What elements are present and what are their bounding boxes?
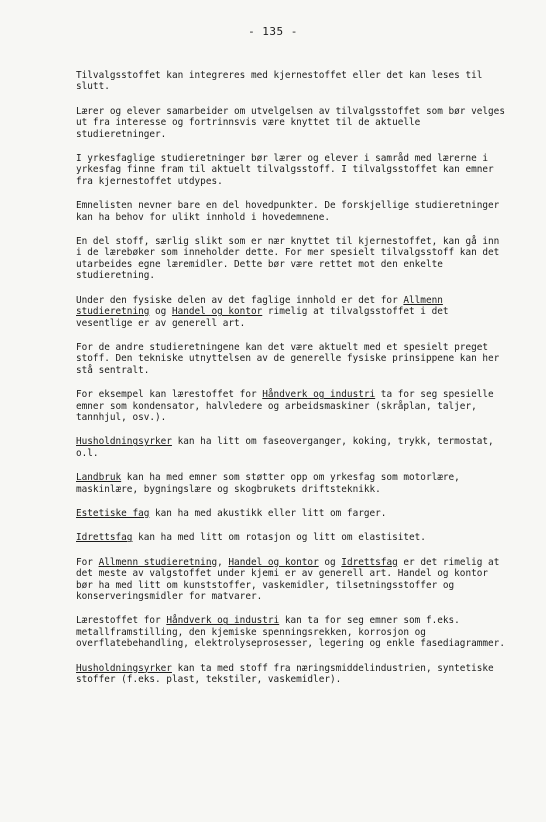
- paragraph-text: Lærer og elever samarbeider om utvelgelsen av tilvalgsstoffet som bør velges ut fra interesse og fortrinnsvis være knyttet til de aktuelle studieretninger.: [76, 105, 505, 140]
- paragraph: [76, 557, 506, 603]
- paragraph: [76, 436, 506, 459]
- page-number: - 135 -: [248, 25, 298, 38]
- paragraph-text: ,: [217, 556, 229, 568]
- paragraph: [76, 615, 506, 649]
- paragraph: [76, 200, 506, 223]
- underlined-term: Handel og kontor: [228, 556, 319, 568]
- paragraph-text: Emnelisten nevner bare en del hovedpunkter. De forskjellige studieretninger kan ha behov for ulikt innhold i hovedemnene.: [76, 200, 500, 223]
- paragraph-text: For eksempel kan lærestoffet for: [76, 389, 263, 401]
- paragraph: [76, 663, 506, 686]
- paragraph: [76, 295, 506, 329]
- paragraph-text: En del stoff, særlig slikt som er nær knyttet til kjernestoffet, kan gå inn i de lærebøker som inneholder dette. For mer spesielt tilvalgsstoff kan det utarbeides egne læremidler. Dette bør være rettet mot den enkelte studieretning.: [76, 236, 500, 282]
- paragraph-text: kan ha med akustikk eller litt om farger.: [149, 507, 387, 519]
- paragraph-text: ta for seg spesielle emner som kondensator, halvledere og arbeidsmaskiner (skråplan, taljer, tannhjul, osv.).: [76, 389, 494, 423]
- paragraph: [76, 342, 506, 376]
- paragraph-text: er det rimelig at det meste av valgstoffet under kjemi er av generell art. Handel og kontor bør ha med litt om kunststoffer, vaskemidler, tilsetningsstoffer og konserveringsmidler for matvarer.: [76, 556, 500, 602]
- underlined-term: Husholdningsyrker: [76, 662, 172, 674]
- paragraph-text: kan ta med stoff fra næringsmiddelindustrien, syntetiske stoffer (f.eks. plast, tekstiler, vaskemidler).: [76, 662, 494, 686]
- paragraph: [76, 236, 506, 282]
- paragraph-text: kan ha med litt om rotasjon og litt om elastisitet.: [132, 532, 426, 544]
- paragraph: [76, 70, 506, 93]
- paragraph-text: For: [76, 556, 99, 568]
- paragraph-text: og: [318, 556, 342, 568]
- underlined-term: Handel og kontor: [171, 306, 263, 318]
- paragraph-text: I yrkesfaglige studieretninger bør lærer og elever i samråd med lærerne i yrkesfag finne fram til aktuelt tilvalgsstoff. I tilvalgsstoffet kan emner fra kjernestoffet utdypes.: [76, 153, 494, 187]
- underlined-term: Idrettsfag: [76, 532, 133, 544]
- underlined-term: Håndverk og industri: [166, 615, 280, 627]
- paragraph: [76, 389, 506, 423]
- underlined-term: Landbruk: [76, 472, 122, 484]
- paragraph-text: og: [149, 306, 172, 318]
- paragraph: [76, 532, 506, 543]
- underlined-term: Estetiske fag: [76, 507, 150, 519]
- paragraph: [76, 508, 506, 519]
- paragraph-text: rimelig at tilvalgsstoffet i det vesentlige er av generell art.: [76, 306, 449, 329]
- paragraph-text: kan ta for seg emner som f.eks. metallframstilling, den kjemiske spenningsrekken, korrosjon og overflatebehandling, elektrolyseprosesser, legering og enkle fasediagrammer.: [76, 615, 505, 650]
- paragraph-text: Lærestoffet for: [76, 615, 167, 627]
- paragraph-text: kan ha med emner som støtter opp om yrkesfag som motorlære, maskinlære, bygningslære og skogbrukets driftsteknikk.: [76, 472, 460, 495]
- underlined-term: Håndverk og industri: [262, 389, 376, 401]
- page-body: [76, 70, 506, 698]
- underlined-term: Husholdningsyrker: [76, 436, 172, 448]
- paragraph-text: Tilvalgsstoffet kan integreres med kjernestoffet eller det kan leses til slutt.: [76, 70, 483, 93]
- paragraph: [76, 106, 506, 140]
- underlined-term: Allmenn studieretning: [98, 556, 218, 568]
- paragraph: [76, 153, 506, 187]
- paragraph: [76, 472, 506, 495]
- paragraph-text: kan ha litt om faseoverganger, koking, trykk, termostat, o.l.: [76, 436, 494, 459]
- underlined-term: Idrettsfag: [341, 556, 398, 568]
- paragraph-text: Under den fysiske delen av det faglige innhold er det for: [76, 294, 404, 306]
- underlined-term: Allmenn studieretning: [76, 294, 443, 318]
- paragraph-text: For de andre studieretningene kan det være aktuelt med et spesielt preget stoff. Den tekniske utnyttelsen av de generelle fysiske prinsippene kan her stå sentralt.: [76, 341, 500, 376]
